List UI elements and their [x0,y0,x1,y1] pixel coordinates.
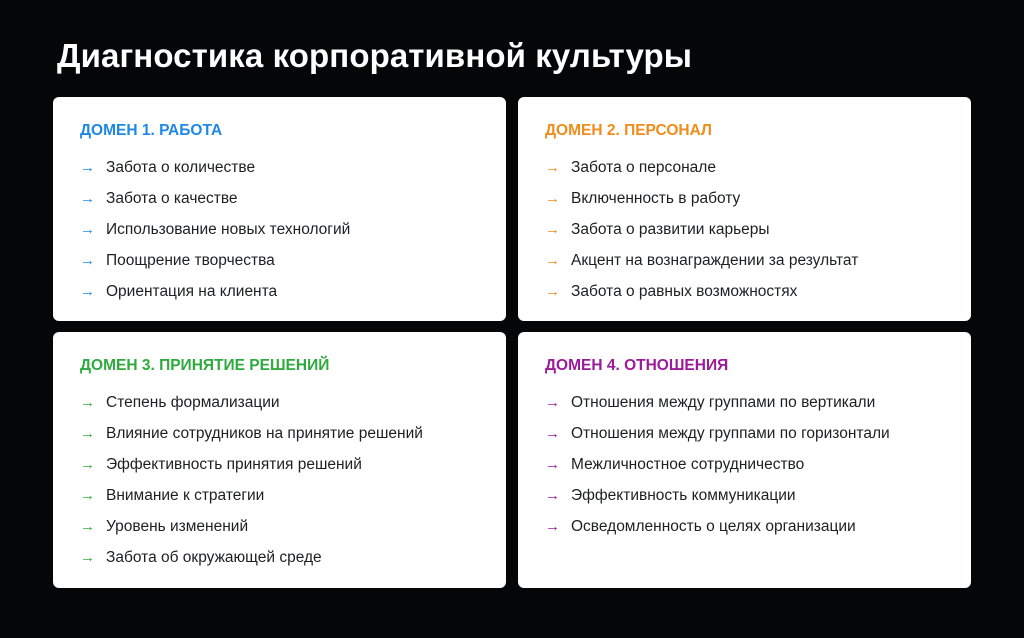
item-label: Забота о персонале [571,158,716,176]
list-item [545,152,945,183]
arrow-right-icon: → [545,518,560,535]
item-label: Забота о равных возможностях [571,282,798,300]
list-item [545,511,945,542]
arrow-right-icon: → [545,487,560,504]
arrow-right-icon: → [545,252,560,269]
list-item [80,418,480,449]
domain-card-1 [53,97,506,321]
domain-card-2 [518,97,971,321]
list-item [80,449,480,480]
domain-title: ДОМЕН 1. РАБОТА [80,122,223,139]
list-item [545,480,945,511]
item-label: Акцент на вознаграждении за результат [571,251,859,269]
item-label: Поощрение творчества [106,251,275,269]
domain-items [545,152,945,307]
item-label: Внимание к стратегии [106,486,265,504]
list-item [80,183,480,214]
item-label: Включенность в работу [571,189,741,207]
arrow-right-icon: → [545,221,560,238]
arrow-right-icon: → [80,394,95,411]
list-item [545,183,945,214]
item-label: Забота о качестве [106,189,238,207]
page-title: Диагностика корпоративной культуры [57,37,693,74]
arrow-right-icon: → [80,252,95,269]
arrow-right-icon: → [80,549,95,566]
item-label: Эффективность коммуникации [571,486,796,504]
item-label: Осведомленность о целях организации [571,517,856,535]
item-label: Отношения между группами по горизонтали [571,424,890,442]
arrow-right-icon: → [80,159,95,176]
arrow-right-icon: → [80,190,95,207]
list-item [80,542,480,573]
arrow-right-icon: → [545,159,560,176]
list-item [80,480,480,511]
domain-title: ДОМЕН 3. ПРИНЯТИЕ РЕШЕНИЙ [80,357,330,374]
domain-card-4 [518,332,971,588]
list-item [545,276,945,307]
item-label: Степень формализации [106,393,280,411]
list-item [545,387,945,418]
arrow-right-icon: → [80,283,95,300]
arrow-right-icon: → [80,221,95,238]
arrow-right-icon: → [80,487,95,504]
list-item [80,152,480,183]
arrow-right-icon: → [545,283,560,300]
list-item [80,387,480,418]
domain-items [80,152,480,307]
domain-title: ДОМЕН 4. ОТНОШЕНИЯ [545,357,729,374]
domain-card-3 [53,332,506,588]
item-label: Эффективность принятия решений [106,455,362,473]
item-label: Отношения между группами по вертикали [571,393,876,411]
list-item [545,418,945,449]
list-item [545,214,945,245]
list-item [80,214,480,245]
item-label: Использование новых технологий [106,220,351,238]
list-item [80,511,480,542]
arrow-right-icon: → [545,190,560,207]
list-item [545,245,945,276]
domain-title: ДОМЕН 2. ПЕРСОНАЛ [545,122,712,139]
item-label: Влияние сотрудников на принятие решений [106,424,423,442]
arrow-right-icon: → [545,456,560,473]
arrow-right-icon: → [545,425,560,442]
item-label: Ориентация на клиента [106,282,278,300]
domain-items [80,387,480,573]
item-label: Забота о развитии карьеры [571,220,770,238]
list-item [80,245,480,276]
item-label: Забота о количестве [106,158,256,176]
list-item [545,449,945,480]
arrow-right-icon: → [80,456,95,473]
item-label: Уровень изменений [106,517,249,535]
domain-items [545,387,945,542]
list-item [80,276,480,307]
item-label: Забота об окружающей среде [106,548,322,566]
arrow-right-icon: → [80,425,95,442]
arrow-right-icon: → [80,518,95,535]
item-label: Межличностное сотрудничество [571,455,805,473]
domains-grid [53,97,971,588]
arrow-right-icon: → [545,394,560,411]
